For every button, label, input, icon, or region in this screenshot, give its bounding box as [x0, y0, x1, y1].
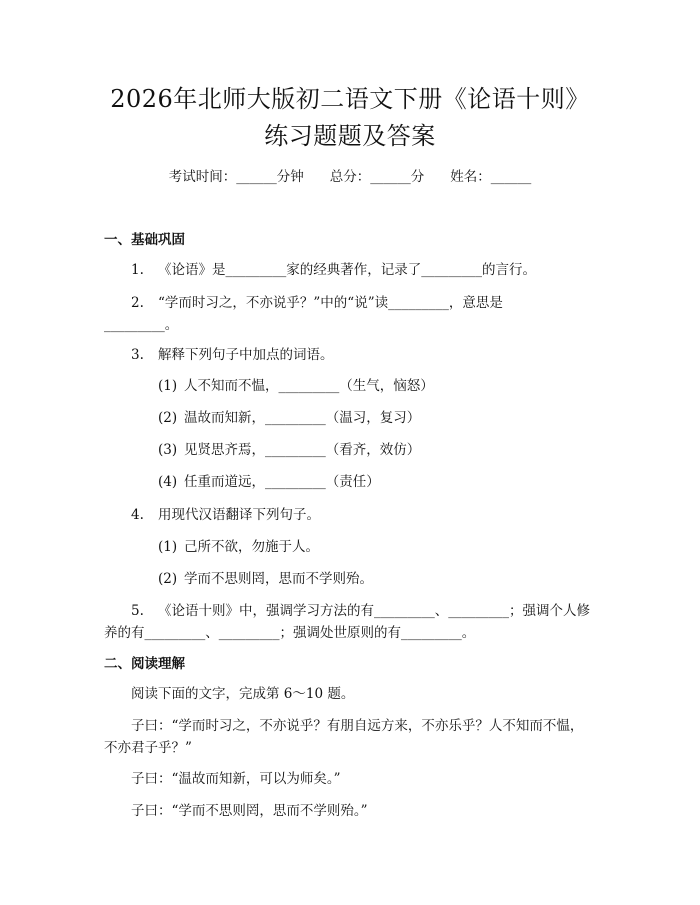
question-3-item-3: [158, 440, 420, 460]
passage-1-line1: 子曰：“学而时习之，不亦说乎？有朋自远方来，不亦乐乎？人不知而不愠，: [131, 718, 584, 734]
question-4-item-2: [158, 569, 373, 589]
page-title-line2: 练习题题及答案: [264, 122, 436, 150]
question-2-continued: _________。: [104, 317, 179, 333]
question-number: 1.: [131, 262, 144, 278]
exam-info: [0, 167, 700, 187]
page-title-line1: 2026年北师大版初二语文下册《论语十则》: [110, 85, 590, 113]
question-3-item-2: [158, 408, 420, 428]
passage-1-line2: 不亦君子乎？”: [104, 740, 192, 756]
item-label: (2): [158, 410, 178, 426]
question-3-item-1: [158, 376, 434, 396]
item-text: 学而不思则罔，思而不学则殆。: [184, 571, 373, 587]
question-number: 3.: [131, 347, 144, 363]
item-label: (1): [158, 378, 178, 394]
section2-heading: 二、阅读理解: [104, 656, 185, 672]
question-5-continued: 养的有_________、_________；强调处世原则的有_________。: [104, 625, 476, 641]
item-label: (1): [158, 539, 178, 555]
passage-3: 子曰：“学而不思则罔，思而不学则殆。”: [131, 803, 368, 819]
exam-name: 姓名：______: [450, 169, 532, 185]
item-text: 见贤思齐焉，_________（看齐，效仿）: [184, 442, 421, 458]
question-number: 5.: [131, 603, 144, 619]
question-5: [131, 601, 590, 621]
question-number: 4.: [131, 507, 144, 523]
passage-2: 子曰：“温故而知新，可以为师矣。”: [131, 771, 341, 787]
exam-time: 考试时间：______分钟: [168, 169, 304, 185]
question-3: [131, 345, 334, 365]
question-text: 《论语》是_________家的经典著作，记录了_________的言行。: [158, 262, 536, 278]
item-label: (4): [158, 474, 178, 490]
item-label: (3): [158, 442, 178, 458]
item-text: 任重而道远，_________（责任）: [184, 474, 380, 490]
question-text: 用现代汉语翻译下列句子。: [158, 507, 320, 523]
question-number: 2.: [131, 295, 144, 311]
question-3-item-4: [158, 472, 380, 492]
question-text-line1: 《论语十则》中，强调学习方法的有_________、_________；强调个人修: [158, 603, 590, 619]
item-text: 己所不欲，勿施于人。: [184, 539, 319, 555]
question-4-item-1: [158, 537, 319, 557]
exam-score: 总分：______分: [329, 169, 425, 185]
question-text-line1: “学而时习之，不亦说乎？”中的“说”读_________，意思是: [158, 295, 503, 311]
question-1: [131, 260, 536, 280]
question-text: 解释下列句子中加点的词语。: [158, 347, 334, 363]
question-4: [131, 505, 320, 525]
question-2: [131, 293, 503, 313]
section1-heading: 一、基础巩固: [104, 232, 185, 248]
item-label: (2): [158, 571, 178, 587]
item-text: 人不知而不愠，_________（生气，恼怒）: [184, 378, 434, 394]
item-text: 温故而知新，_________（温习，复习）: [184, 410, 421, 426]
reading-intro: 阅读下面的文字，完成第 6～10 题。: [131, 686, 355, 702]
